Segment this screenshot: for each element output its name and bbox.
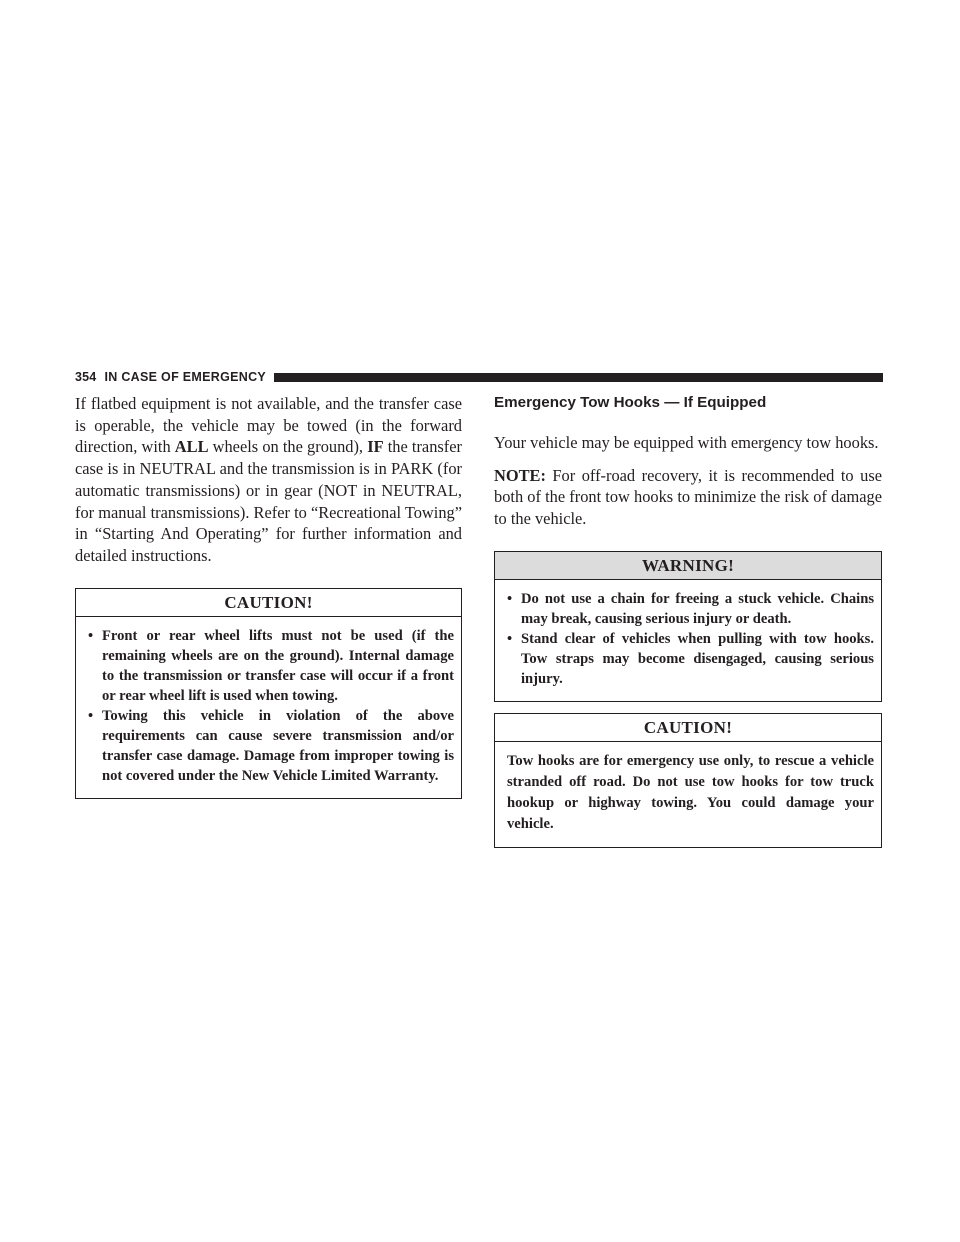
intro-paragraph: Your vehicle may be equipped with emergency tow hooks. [494,433,879,452]
section-heading: Emergency Tow Hooks — If Equipped [494,394,767,411]
caution-text: Tow hooks are for emergency use only, to rescue a vehicle stranded off road. Do not use tow hooks for tow truck hookup or highway towing. You could damage your vehicle. [507,753,874,833]
running-header [75,369,883,385]
right-column [494,393,882,848]
section-title: IN CASE OF EMERGENCY [104,370,267,384]
caution-item [88,626,454,706]
caution-title: CAUTION! [495,714,881,742]
page-number: 354 [75,370,97,384]
paragraph-bold-all: ALL [174,437,209,457]
paragraph-text-1: If flatbed equipment is not available, and the transfer case is operable, the vehicle may be towed (in the forward direction, with [75,394,462,457]
note-paragraph [494,465,882,530]
caution-list [88,626,454,787]
paragraph-text-3: the transfer case is in NEUTRAL and the transmission is in PARK (for automatic transmissions) or in gear (NOT in NEUTRAL, for manual transmissions). Refer to “Recreational Towing” in “Starting And Operating” for further information and detailed instructions. [75,437,462,565]
note-label: NOTE: [494,465,546,485]
caution-title: CAUTION! [76,589,461,617]
paragraph-text-2: wheels on the ground), [208,437,368,457]
paragraph-bold-if: IF [367,437,384,457]
caution-item-text: Towing this vehicle in violation of the above requirements can cause severe transmission and/or transfer case damage. Damage from improper towing is not covered under the New Vehicle Limited Warranty. [102,708,454,785]
caution-item [88,706,454,786]
caution-box-right [494,713,882,848]
warning-list [507,589,874,689]
bullet-icon: • [507,631,513,647]
towing-paragraph [75,393,462,567]
header-rule [274,373,883,382]
warning-box [494,551,882,702]
bullet-icon: • [88,627,94,644]
warning-item [507,629,874,689]
bullet-icon: • [507,590,513,607]
warning-item-text: Do not use a chain for freeing a stuck vehicle. Chains may break, causing serious injury or death. [521,590,874,627]
bullet-icon: • [88,708,94,724]
warning-item-text: Stand clear of vehicles when pulling with tow hooks. Tow straps may become disengaged, causing serious injury. [521,631,874,688]
warning-item [507,589,874,629]
note-text: For off-road recovery, it is recommended to use both of the front tow hooks to minimize the risk of damage to the vehicle. [494,465,882,529]
warning-title: WARNING! [495,552,881,580]
left-column [75,393,462,799]
caution-box-left [75,588,462,800]
caution-item-text: Front or rear wheel lifts must not be used (if the remaining wheels are on the ground). Internal damage to the transmission or transfer case will occur if a front or rear wheel lift is used when towing. [102,627,454,704]
